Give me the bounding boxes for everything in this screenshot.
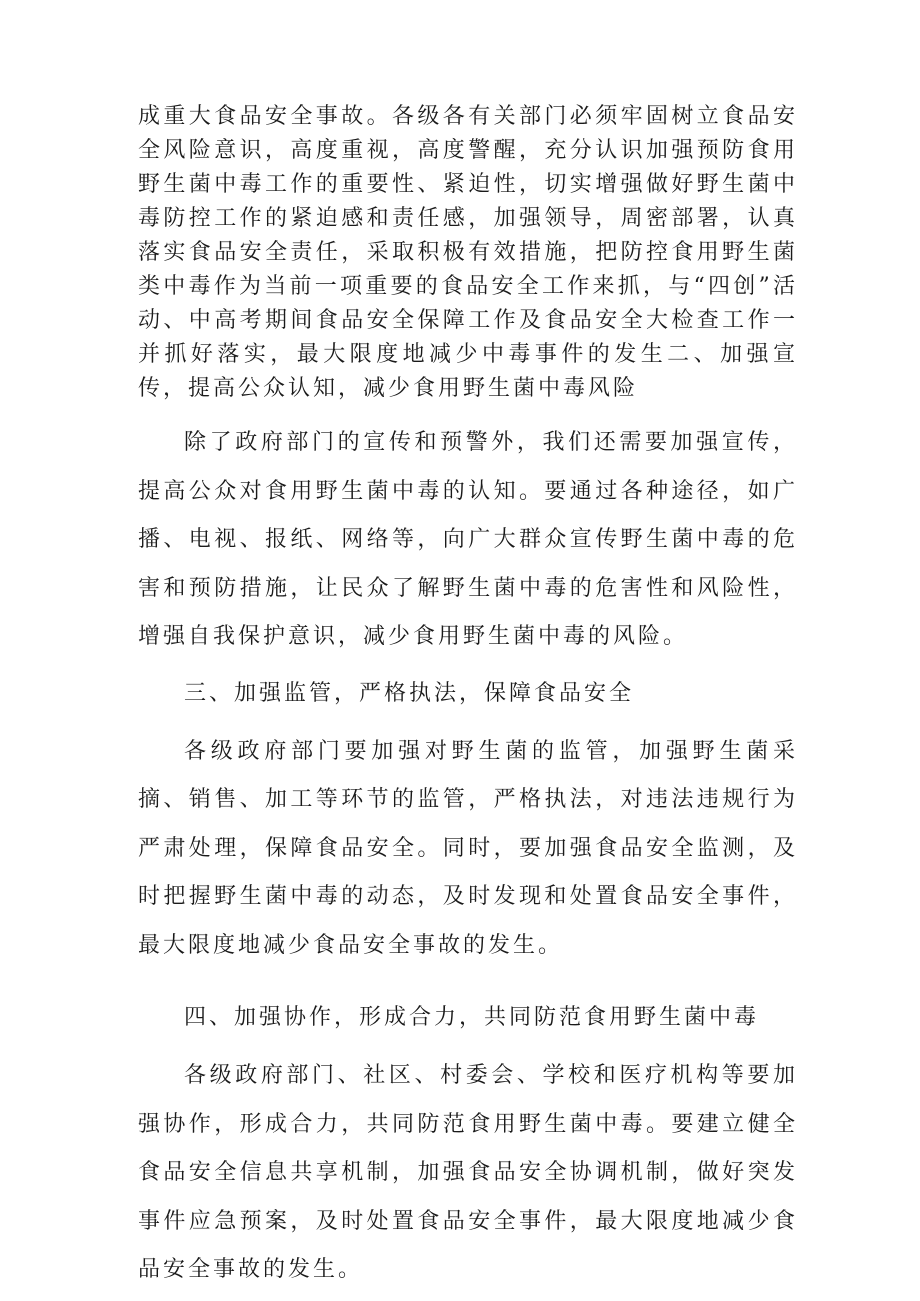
section-heading-cooperation: 四、加强协作，形成合力，共同防范食用野生菌中毒 bbox=[184, 1005, 760, 1030]
paragraph-continuation: 成重大食品安全事故。各级各有关部门必须牢固树立食品安全风险意识，高度重视，高度警醒，充分认识加强预防食用野生菌中毒工作的重要性、紧迫性，切实增强做好野生菌中毒防控工作的紧迫感和责任感，加强领导，周密部署，认真落实食品安全责任，采取积极有效措施，把防控食用野生菌类中毒作为当前一项重要的食品安全工作来抓，与“四创”活动、中高考期间食品安全保障工作及食品安全大检查工作一并抓好落实，最大限度地减少中毒事件的发生二、加强宣传，提高公众认知，减少食用野生菌中毒风险 bbox=[138, 104, 798, 401]
paragraph-cooperation: 各级政府部门、社区、村委会、学校和医疗机构等要加强协作，形成合力，共同防范食用野生菌中毒。要建立健全食品安全信息共享机制，加强食品安全协调机制，做好突发事件应急预案，及时处置食品安全事件，最大限度地减少食品安全事故的发生。 bbox=[138, 1063, 798, 1282]
section-heading-supervision: 三、加强监管，严格执法，保障食品安全 bbox=[184, 680, 635, 706]
document-body bbox=[138, 100, 798, 1295]
paragraph-supervision: 各级政府部门要加强对野生菌的监管，加强野生菌采摘、销售、加工等环节的监管，严格执法，对违法违规行为严肃处理，保障食品安全。同时，要加强食品安全监测，及时把握野生菌中毒的动态，及时发现和处置食品安全事件，最大限度地减少食品安全事故的发生。 bbox=[138, 738, 798, 958]
paragraph-publicity: 除了政府部门的宣传和预警外，我们还需要加强宣传，提高公众对食用野生菌中毒的认知。要通过各种途径，如广播、电视、报纸、网络等，向广大群众宣传野生菌中毒的危害和预防措施，让民众了解野生菌中毒的危害性和风险性，增强自我保护意识，减少食用野生菌中毒的风险。 bbox=[138, 430, 798, 649]
